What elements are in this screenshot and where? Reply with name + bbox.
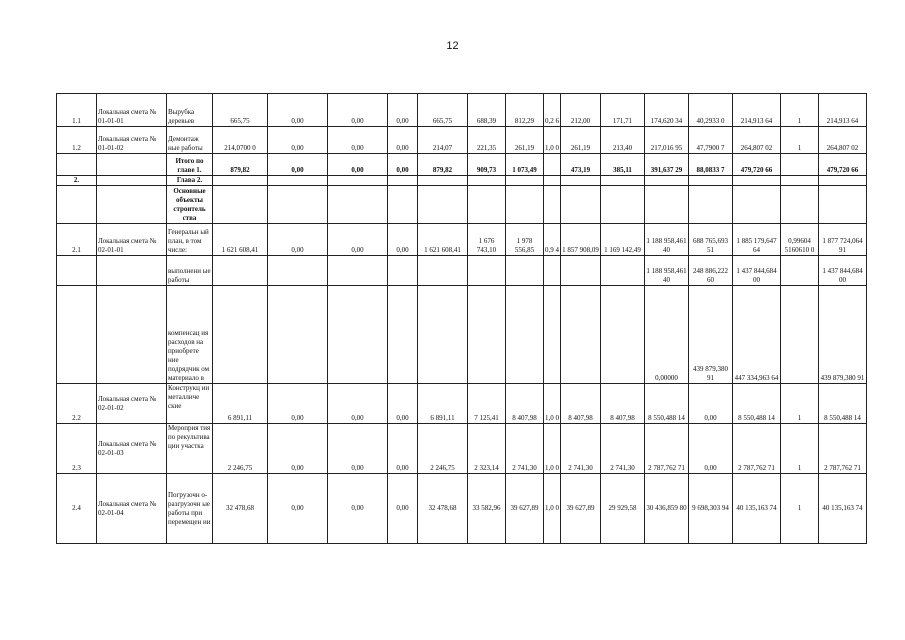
col-11-cell: 0,2 6 [544,94,561,127]
estimate-ref-cell: Локальная смета № 02-01-03 [97,424,167,474]
table-row [57,424,867,474]
col-13-cell [601,176,645,186]
col-10-cell: 39 627,89 [506,474,544,544]
table-row [57,256,867,286]
col-15-cell: 439 879,380 91 [689,286,733,384]
col-4-cell: 32 478,68 [213,474,268,544]
col-7-cell: 0,00 [388,384,418,424]
work-name-cell: Конструкц ии металличе ские [167,384,213,424]
col-7-cell [388,286,418,384]
col-4-cell: 214,0700 0 [213,127,268,154]
col-5-cell: 0,00 [268,474,328,544]
col-17-cell: 1 [781,127,819,154]
col-10-cell [506,286,544,384]
table-row [57,176,867,186]
col-7-cell: 0,00 [388,474,418,544]
col-9-cell [468,256,506,286]
col-14-cell: 174,620 34 [645,94,689,127]
col-15-cell: 88,0833 7 [689,154,733,176]
work-name-cell: Генеральн ый план, в том числе: [167,224,213,256]
row-number-cell: 2. [57,176,97,186]
col-15-cell: 47,7900 7 [689,127,733,154]
col-15-cell: 40,2933 0 [689,94,733,127]
col-15-cell: 248 886,222 60 [689,256,733,286]
col-8-cell [418,186,468,224]
col-8-cell [418,286,468,384]
col-9-cell: 221,35 [468,127,506,154]
estimate-table [56,93,867,544]
col-15-cell [689,186,733,224]
col-4-cell [213,286,268,384]
col-15-cell: 0,00 [689,424,733,474]
col-11-cell [544,256,561,286]
col-12-cell [561,286,601,384]
col-16-cell: 8 550,488 14 [733,384,781,424]
col-13-cell [601,286,645,384]
row-number-cell: 2.1 [57,224,97,256]
col-6-cell: 0,00 [328,127,388,154]
estimate-ref-cell [97,286,167,384]
col-6-cell [328,256,388,286]
col-4-cell: 665,75 [213,94,268,127]
col-6-cell: 0,00 [328,384,388,424]
col-16-cell: 214,913 64 [733,94,781,127]
table-row [57,286,867,384]
work-name-cell: Демонтаж ные работы [167,127,213,154]
row-number-cell [57,154,97,176]
col-6-cell: 0,00 [328,474,388,544]
col-10-cell: 812,29 [506,94,544,127]
col-17-cell [781,154,819,176]
col-18-cell [819,186,867,224]
col-17-cell: 1 [781,384,819,424]
col-18-cell: 439 879,380 91 [819,286,867,384]
col-18-cell: 2 787,762 71 [819,424,867,474]
col-5-cell [268,256,328,286]
col-13-cell: 8 407,98 [601,384,645,424]
estimate-ref-cell: Локальная смета № 02-01-04 [97,474,167,544]
col-17-cell: 0,99604 5160610 0 [781,224,819,256]
col-13-cell [601,256,645,286]
work-name-cell: выполнени ые работы [167,256,213,286]
col-11-cell [544,186,561,224]
estimate-ref-cell: Локальная смета № 01-01-02 [97,127,167,154]
col-14-cell: 2 787,762 71 [645,424,689,474]
work-name-cell: компенсац ия расходов на приобрете ние подрядчик ом материало в [167,286,213,384]
work-name-cell: Мероприя тия по рекультива ции участка [167,424,213,474]
col-16-cell: 1 437 844,684 00 [733,256,781,286]
table-row [57,127,867,154]
col-7-cell: 0,00 [388,424,418,474]
col-16-cell: 264,807 02 [733,127,781,154]
col-16-cell: 40 135,163 74 [733,474,781,544]
col-12-cell [561,186,601,224]
col-4-cell [213,176,268,186]
col-9-cell: 909,73 [468,154,506,176]
table-row [57,224,867,256]
col-10-cell: 8 407,98 [506,384,544,424]
col-5-cell [268,186,328,224]
estimate-ref-cell [97,154,167,176]
col-10-cell [506,186,544,224]
col-12-cell: 473,19 [561,154,601,176]
col-13-cell [601,186,645,224]
col-17-cell: 1 [781,94,819,127]
col-15-cell [689,176,733,186]
col-10-cell [506,256,544,286]
col-8-cell: 879,82 [418,154,468,176]
col-18-cell: 264,807 02 [819,127,867,154]
col-6-cell: 0,00 [328,224,388,256]
col-6-cell: 0,00 [328,94,388,127]
table-body [57,94,867,544]
col-12-cell [561,256,601,286]
col-10-cell: 261,19 [506,127,544,154]
estimate-ref-cell [97,186,167,224]
col-18-cell: 479,720 66 [819,154,867,176]
row-number-cell: 1.1 [57,94,97,127]
col-13-cell: 213,40 [601,127,645,154]
col-16-cell: 1 885 179,647 64 [733,224,781,256]
col-17-cell [781,176,819,186]
col-9-cell: 688,39 [468,94,506,127]
col-18-cell: 8 550,488 14 [819,384,867,424]
col-6-cell: 0,00 [328,424,388,474]
row-number-cell [57,256,97,286]
col-12-cell: 212,00 [561,94,601,127]
col-14-cell: 30 436,859 80 [645,474,689,544]
col-11-cell [544,286,561,384]
col-12-cell: 261,19 [561,127,601,154]
col-13-cell: 1 169 142,49 [601,224,645,256]
col-13-cell: 171,71 [601,94,645,127]
col-7-cell [388,176,418,186]
work-name-cell: Основные объекты строитель ства [167,186,213,224]
col-18-cell: 1 877 724,064 91 [819,224,867,256]
col-5-cell: 0,00 [268,154,328,176]
col-8-cell [418,256,468,286]
col-7-cell [388,256,418,286]
col-15-cell: 0,00 [689,384,733,424]
estimate-ref-cell [97,256,167,286]
col-18-cell [819,176,867,186]
col-8-cell: 214,07 [418,127,468,154]
col-6-cell [328,286,388,384]
table-row [57,384,867,424]
estimate-ref-cell: Локальная смета № 02-01-02 [97,384,167,424]
col-9-cell: 1 676 743,10 [468,224,506,256]
work-name-cell: Итого по главе 1. [167,154,213,176]
row-number-cell [57,186,97,224]
col-6-cell: 0,00 [328,154,388,176]
col-13-cell: 29 929,58 [601,474,645,544]
col-10-cell: 2 741,30 [506,424,544,474]
col-17-cell [781,186,819,224]
col-8-cell: 665,75 [418,94,468,127]
col-14-cell: 8 550,488 14 [645,384,689,424]
col-11-cell: 1,0 0 [544,384,561,424]
col-4-cell [213,256,268,286]
col-17-cell [781,256,819,286]
col-14-cell [645,186,689,224]
col-12-cell: 2 741,30 [561,424,601,474]
col-15-cell: 9 698,303 94 [689,474,733,544]
col-5-cell [268,286,328,384]
col-5-cell [268,176,328,186]
col-16-cell: 479,720 66 [733,154,781,176]
col-16-cell [733,186,781,224]
col-11-cell: 1,0 0 [544,127,561,154]
col-9-cell [468,186,506,224]
col-11-cell [544,154,561,176]
col-13-cell: 385,11 [601,154,645,176]
col-12-cell [561,176,601,186]
col-4-cell: 1 621 608,41 [213,224,268,256]
col-18-cell: 214,913 64 [819,94,867,127]
col-9-cell: 2 323,14 [468,424,506,474]
col-9-cell [468,286,506,384]
col-7-cell: 0,00 [388,224,418,256]
col-5-cell: 0,00 [268,384,328,424]
col-12-cell: 39 627,89 [561,474,601,544]
col-7-cell: 0,00 [388,94,418,127]
row-number-cell: 2.2 [57,384,97,424]
col-7-cell: 0,00 [388,127,418,154]
col-10-cell: 1 978 556,85 [506,224,544,256]
col-5-cell: 0,00 [268,94,328,127]
col-8-cell: 1 621 608,41 [418,224,468,256]
estimate-ref-cell: Локальная смета № 01-01-01 [97,94,167,127]
col-13-cell: 2 741,30 [601,424,645,474]
col-12-cell: 1 857 908,09 [561,224,601,256]
table-row [57,474,867,544]
page-number: 12 [446,40,459,52]
col-4-cell: 879,82 [213,154,268,176]
work-name-cell: Вырубка деревьев [167,94,213,127]
col-8-cell: 2 246,75 [418,424,468,474]
estimate-ref-cell [97,176,167,186]
col-4-cell: 6 891,11 [213,384,268,424]
table-row [57,94,867,127]
row-number-cell [57,286,97,384]
row-number-cell: 2.4 [57,474,97,544]
col-16-cell [733,176,781,186]
col-8-cell: 32 478,68 [418,474,468,544]
col-11-cell: 1,0 0 [544,474,561,544]
col-11-cell: 1,0 0 [544,424,561,474]
col-4-cell: 2 246,75 [213,424,268,474]
row-number-cell: 1.2 [57,127,97,154]
estimate-ref-cell: Локальная смета № 02-01-01 [97,224,167,256]
col-11-cell [544,176,561,186]
work-name-cell: Погрузочн о-разгрузочн ые работы при перемещен ии [167,474,213,544]
col-14-cell: 391,637 29 [645,154,689,176]
col-17-cell: 1 [781,424,819,474]
col-9-cell: 7 125,41 [468,384,506,424]
row-number-cell: 2.3 [57,424,97,474]
col-7-cell [388,186,418,224]
col-8-cell: 6 891,11 [418,384,468,424]
col-15-cell: 688 765,693 51 [689,224,733,256]
col-5-cell: 0,00 [268,127,328,154]
col-11-cell: 0,9 4 [544,224,561,256]
col-18-cell: 40 135,163 74 [819,474,867,544]
col-9-cell: 33 582,96 [468,474,506,544]
col-10-cell [506,176,544,186]
work-name-cell: Глава 2. [167,176,213,186]
col-5-cell: 0,00 [268,224,328,256]
col-14-cell: 1 188 958,461 40 [645,224,689,256]
col-14-cell [645,176,689,186]
col-7-cell: 0,00 [388,154,418,176]
col-12-cell: 8 407,98 [561,384,601,424]
table-row [57,186,867,224]
col-16-cell: 447 334,963 64 [733,286,781,384]
col-14-cell: 217,016 95 [645,127,689,154]
col-16-cell: 2 787,762 71 [733,424,781,474]
col-6-cell [328,186,388,224]
col-6-cell [328,176,388,186]
col-10-cell: 1 073,49 [506,154,544,176]
col-9-cell [468,176,506,186]
col-18-cell: 1 437 844,684 00 [819,256,867,286]
col-5-cell: 0,00 [268,424,328,474]
col-4-cell [213,186,268,224]
col-17-cell [781,286,819,384]
col-8-cell [418,176,468,186]
table-row [57,154,867,176]
col-14-cell: 1 188 958,461 40 [645,256,689,286]
col-17-cell: 1 [781,474,819,544]
col-14-cell: 0,00000 [645,286,689,384]
